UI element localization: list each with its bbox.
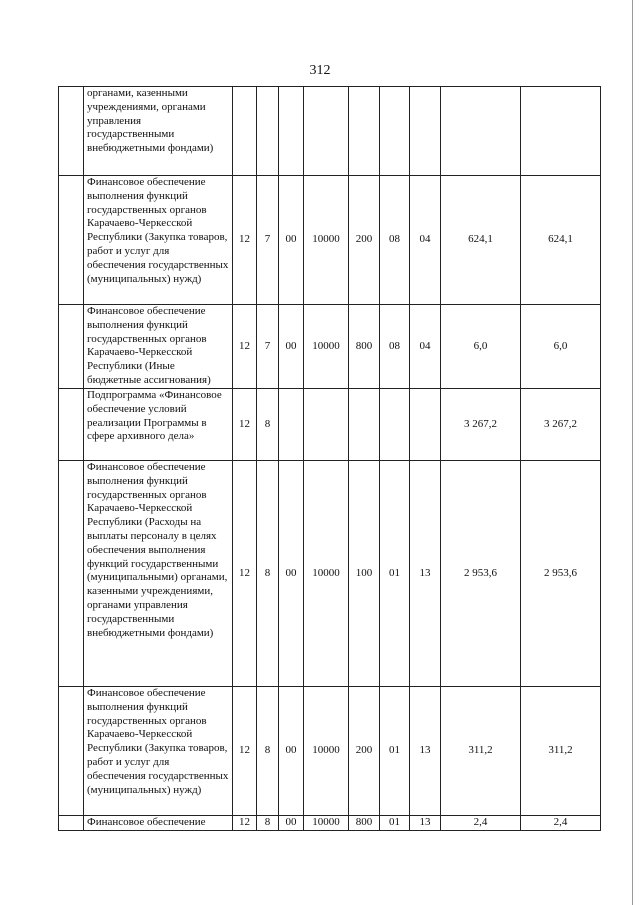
code-cell-event: 00 bbox=[279, 816, 304, 831]
code-cell-expense-type bbox=[349, 389, 380, 461]
code-cell-direction: 10000 bbox=[304, 461, 349, 687]
table-row bbox=[59, 461, 601, 687]
row-name-cell: органами, казенными учреждениями, органами управления государственными внебюджетными фондами) bbox=[84, 87, 233, 176]
code-cell-subprogram: 8 bbox=[257, 389, 279, 461]
code-cell-section bbox=[380, 389, 410, 461]
table-row bbox=[59, 87, 601, 176]
amount-cell-2: 311,2 bbox=[521, 687, 601, 816]
amount-cell-1: 2 953,6 bbox=[441, 461, 521, 687]
amount-cell-2: 3 267,2 bbox=[521, 389, 601, 461]
row-index-cell bbox=[59, 687, 84, 816]
amount-cell-1: 3 267,2 bbox=[441, 389, 521, 461]
code-cell-section: 08 bbox=[380, 176, 410, 305]
amount-cell-1: 6,0 bbox=[441, 305, 521, 389]
table-row bbox=[59, 389, 601, 461]
code-cell-subprogram: 7 bbox=[257, 176, 279, 305]
amount-cell-1: 311,2 bbox=[441, 687, 521, 816]
page-number: 312 bbox=[309, 63, 331, 78]
code-cell-expense-type: 800 bbox=[349, 305, 380, 389]
code-cell-expense-type: 800 bbox=[349, 816, 380, 831]
amount-cell-2 bbox=[521, 87, 601, 176]
code-cell-section bbox=[380, 87, 410, 176]
row-index-cell bbox=[59, 389, 84, 461]
row-index-cell bbox=[59, 305, 84, 389]
code-cell-event: 00 bbox=[279, 305, 304, 389]
row-name-cell: Подпрограмма «Финансовое обеспечение условий реализации Программы в сфере архивного дела» bbox=[84, 389, 233, 461]
code-cell-subprogram: 8 bbox=[257, 816, 279, 831]
amount-cell-2: 2,4 bbox=[521, 816, 601, 831]
code-cell-event: 00 bbox=[279, 461, 304, 687]
code-cell-program: 12 bbox=[233, 389, 257, 461]
row-name-cell: Финансовое обеспечение bbox=[84, 816, 233, 831]
scan-edge-line bbox=[632, 0, 633, 905]
code-cell-subprogram: 7 bbox=[257, 305, 279, 389]
code-cell-direction: 10000 bbox=[304, 816, 349, 831]
code-cell-direction: 10000 bbox=[304, 305, 349, 389]
code-cell-program: 12 bbox=[233, 816, 257, 831]
row-index-cell bbox=[59, 87, 84, 176]
row-name-cell: Финансовое обеспечение выполнения функций государственных органов Карачаево-Черкесской Республики (Иные бюджетные ассигнования) bbox=[84, 305, 233, 389]
table-row bbox=[59, 305, 601, 389]
code-cell-program bbox=[233, 87, 257, 176]
amount-cell-1 bbox=[441, 87, 521, 176]
amount-cell-2: 2 953,6 bbox=[521, 461, 601, 687]
budget-table bbox=[58, 86, 601, 831]
table-row bbox=[59, 176, 601, 305]
code-cell-section: 01 bbox=[380, 816, 410, 831]
code-cell-program: 12 bbox=[233, 687, 257, 816]
code-cell-subprogram: 8 bbox=[257, 687, 279, 816]
code-cell-expense-type: 200 bbox=[349, 687, 380, 816]
code-cell-subsection: 13 bbox=[410, 816, 441, 831]
amount-cell-2: 624,1 bbox=[521, 176, 601, 305]
code-cell-subsection bbox=[410, 389, 441, 461]
code-cell-subprogram bbox=[257, 87, 279, 176]
code-cell-subsection: 04 bbox=[410, 176, 441, 305]
code-cell-program: 12 bbox=[233, 461, 257, 687]
code-cell-event: 00 bbox=[279, 176, 304, 305]
code-cell-section: 01 bbox=[380, 461, 410, 687]
code-cell-subsection bbox=[410, 87, 441, 176]
amount-cell-1: 2,4 bbox=[441, 816, 521, 831]
table-row bbox=[59, 687, 601, 816]
code-cell-subsection: 04 bbox=[410, 305, 441, 389]
code-cell-expense-type bbox=[349, 87, 380, 176]
code-cell-event: 00 bbox=[279, 687, 304, 816]
row-index-cell bbox=[59, 461, 84, 687]
table-row bbox=[59, 816, 601, 831]
code-cell-event bbox=[279, 87, 304, 176]
amount-cell-2: 6,0 bbox=[521, 305, 601, 389]
code-cell-subprogram: 8 bbox=[257, 461, 279, 687]
code-cell-direction bbox=[304, 87, 349, 176]
code-cell-section: 01 bbox=[380, 687, 410, 816]
code-cell-subsection: 13 bbox=[410, 687, 441, 816]
code-cell-program: 12 bbox=[233, 176, 257, 305]
code-cell-subsection: 13 bbox=[410, 461, 441, 687]
code-cell-direction: 10000 bbox=[304, 687, 349, 816]
row-index-cell bbox=[59, 816, 84, 831]
code-cell-expense-type: 100 bbox=[349, 461, 380, 687]
row-name-cell: Финансовое обеспечение выполнения функций государственных органов Карачаево-Черкесской Республики (Расходы на выплаты персоналу в целях обеспечения выполнения функций государственными (муниципальными) органами, казенными учреждениями, органами управления государственными внебюджетными фондами) bbox=[84, 461, 233, 687]
code-cell-event bbox=[279, 389, 304, 461]
code-cell-section: 08 bbox=[380, 305, 410, 389]
row-name-cell: Финансовое обеспечение выполнения функций государственных органов Карачаево-Черкесской Республики (Закупка товаров, работ и услуг для обеспечения государственных (муниципальных) нужд) bbox=[84, 176, 233, 305]
code-cell-expense-type: 200 bbox=[349, 176, 380, 305]
code-cell-direction bbox=[304, 389, 349, 461]
amount-cell-1: 624,1 bbox=[441, 176, 521, 305]
row-name-cell: Финансовое обеспечение выполнения функций государственных органов Карачаево-Черкесской Республики (Закупка товаров, работ и услуг для обеспечения государственных (муниципальных) нужд) bbox=[84, 687, 233, 816]
code-cell-program: 12 bbox=[233, 305, 257, 389]
code-cell-direction: 10000 bbox=[304, 176, 349, 305]
row-index-cell bbox=[59, 176, 84, 305]
